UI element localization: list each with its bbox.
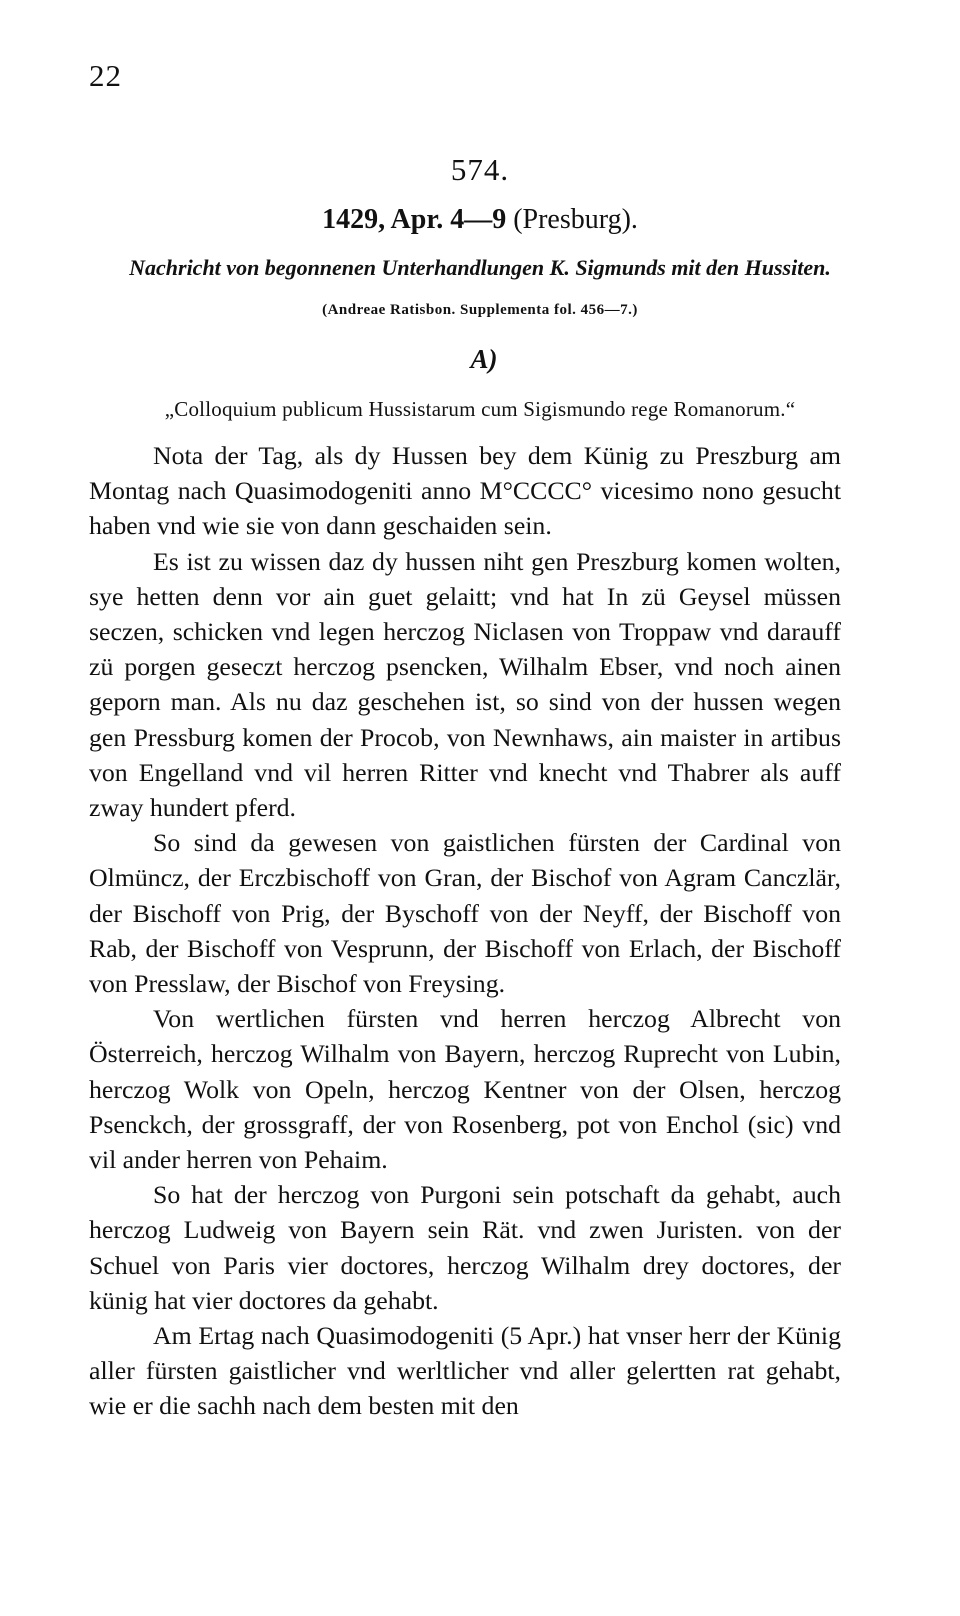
document-number: 574. (450, 152, 510, 187)
document-subject: Nachricht von begonnenen Unterhandlungen K. Sigmunds mit den Hussiten. (129, 255, 831, 280)
paragraph: Von wertlichen fürsten vnd herren herczog Albrecht von Österreich, herczog Wilhalm von Bayern, herczog Ruprecht von Lubin, herczog Wolk von Opeln, herczog Kentner von der Olsen, herczog Psenckch, der grossgraff, der von Rosenberg, pot von Enchol (sic) vnd vil ander herren von Pehaim. (89, 1004, 841, 1175)
body-text (89, 438, 841, 1424)
quote-title: „Colloquium publicum Hussistarum cum Sigismundo rege Romanorum.“ (164, 397, 796, 421)
paragraph: Am Ertag nach Quasimodogeniti (5 Apr.) hat vnser herr der Künig aller fürsten gaistlicher vnd werltlicher vnd aller gelertten rat gehabt, wie er die sachh nach dem besten mit den (89, 1321, 841, 1421)
paragraph: Es ist zu wissen daz dy hussen niht gen Preszburg komen wolten, sye hetten denn vor ain guet gelaitt; vnd hat In zü Geysel müssen seczen, schicken vnd legen herczog Niclasen von Troppaw vnd darauff zü porgen geseczt herczog psencken, Wilhalm Ebser, vnd noch ainen geporn man. Als nu daz geschehen ist, so sind von der hussen wegen gen Pressburg komen der Procob, von Newnhaws, ain maister in artibus von Engelland vnd vil herren Ritter vnd knecht vnd Thabrer als auff zway hundert pferd. (89, 546, 841, 823)
paragraph: Nota der Tag, als dy Hussen bey dem Künig zu Preszburg am Montag nach Quasimodogeniti anno M°CCCC° vicesimo nono gesucht haben vnd wie sie von dann geschaiden sein. (89, 441, 841, 541)
document-date-line (0, 202, 960, 238)
paragraph: So sind da gewesen von gaistlichen fürsten der Cardinal von Olmüncz, der Erczbischoff von Gran, der Bischof von Agram Canczlär, der Bischoff von Prig, der Byschoff von der Neyff, der Bischoff von Rab, der Bischoff von Vesprunn, der Bischoff von Erlach, der Bischoff von Presslaw, der Bischof von Freysing. (89, 828, 841, 999)
section-heading: A) (470, 344, 498, 374)
source-citation: (Andreae Ratisbon. Supplementa fol. 456—7.) (322, 302, 638, 318)
page-number: 22 (89, 58, 122, 93)
paragraph: So hat der herczog von Purgoni sein potschaft da gehabt, auch herczog Ludweig von Bayern sein Rät. vnd zwen Juristen. von der Schuel von Paris vier doctores, herczog Wilhalm drey doctores, der künig hat vier doctores da gehabt. (89, 1180, 841, 1315)
document-date: 1429, Apr. 4—9 (322, 204, 507, 235)
document-place: (Presburg). (513, 204, 638, 235)
